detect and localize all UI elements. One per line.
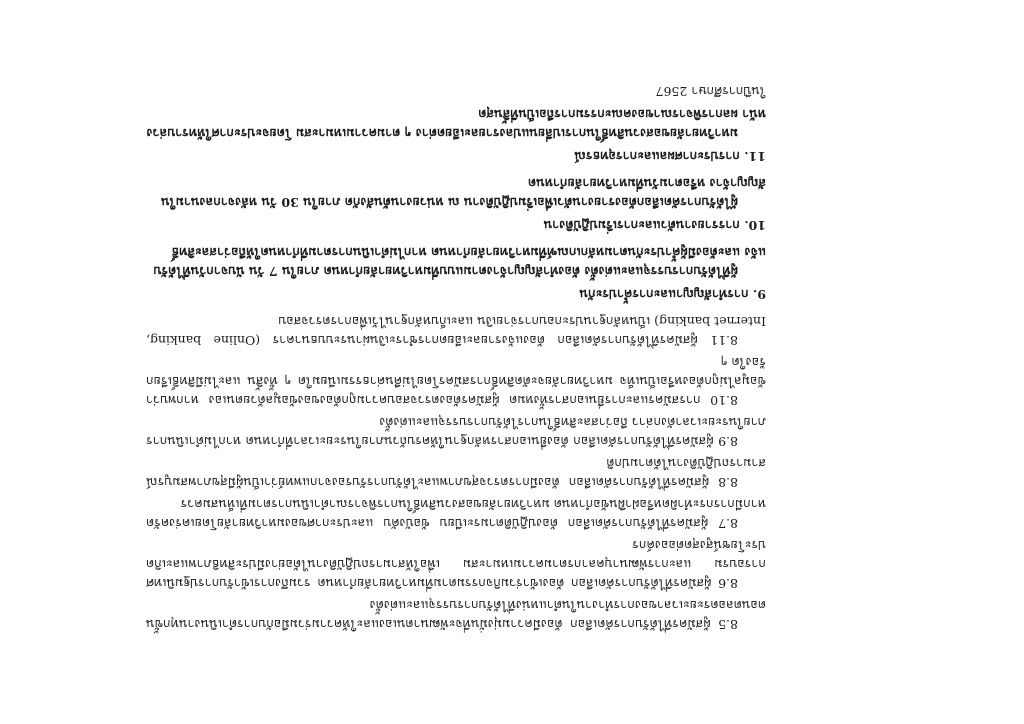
clause-8-8: 8.8 ผู้สมัครที่ได้รับการคัดเลือก ต้องมีการตรวจสุขภาพและได้รับการรับรองจากแพทย์ว่าเป็นผู้มีสุขภาพสมบูรณ์ สามารถปฏิบัติงานได้ตามปกติ	[146, 456, 766, 490]
section-9-body: ผู้ที่ได้รับการบรรจุและแต่งตั้ง ต้องทำสัญญาจ้างตามแบบที่มหาวิทยาลัยกำหนด ภายใน 7 วัน นับจากวันที่ได้รับแจ้ง และต้องมีผู้ค้ำประกันตามหลักเกณฑ์ที่มหาวิทยาลัยกำหนด หากไม่ดำเนินการตามที่กำหนดให้ถือว่าสละสิทธิ์	[153, 245, 766, 279]
section-11-title: 11. การประกาศผลและการอุทธรณ์	[574, 149, 766, 164]
clause-8-5: 8.5 ผู้สมัครที่ได้รับการคัดเลือก ต้องมีความมุ่งมั่นที่จะพัฒนาตนเองและให้ความร่วมมือกับการดำเนินงานทุกขั้นตอนตลอดระยะเวลาของการทำงานในตำแหน่งที่ได้รับการบรรจุและแต่งตั้ง	[146, 598, 766, 632]
clause-8-9: 8.9 ผู้สมัครที่ได้รับการคัดเลือก ต้องยื่นเอกสารหลักฐานให้ครบถ้วนภายในระยะเวลาที่กำหนด หากไม่ดำเนินการภายในระยะเวลาดังกล่าว ถือว่าสละสิทธิ์ในการได้รับการบรรจุและแต่งตั้ง	[146, 415, 766, 449]
section-11-body: มหาวิทยาลัยขอสงวนสิทธิ์ในการเปลี่ยนแปลงรายละเอียดต่าง ๆ ตามความเหมาะสม โดยจะประกาศให้ทราบล่วงหน้า ผลการพิจารณาของคณะกรรมการถือเป็นที่สิ้นสุด	[146, 107, 766, 141]
clause-8-11: 8.11 ผู้สมัครที่ได้รับการคัดเลือก ต้องแจ้งรายละเอียดการชำระเงินผ่านระบบธนาคาร (Online banking, Internet banking) เป็นหลักฐานประกอบการจ่ายเงิน และเก็บหลักฐานไว้เพื่อการตรวจสอบ	[146, 314, 766, 348]
clause-8-6: 8.6 ผู้สมัครที่ได้รับการคัดเลือก ต้องเข้าร่วมกิจกรรมตามที่มหาวิทยาลัยกำหนด รวมถึงการเข้ารับการปฐมนิเทศ การอบรม และการพัฒนาบุคลากรตามความเหมาะสม เพื่อให้สามารถปฏิบัติงานได้อย่างมีประสิทธิภาพและเกิดประโยชน์สูงสุดต่อองค์กร	[146, 538, 766, 591]
clause-8-10: 8.10 การสมัครและการยื่นเอกสารทั้งหมด ผู้สมัครต้องตรวจสอบความถูกต้องของข้อมูลด้วยตนเอง หากพบว่าข้อมูลไม่ถูกต้องหรือเป็นเท็จ มหาวิทยาลัยจะตัดสิทธิ์การสมัครโดยไม่คืนค่าธรรมเนียมใด ๆ ทั้งสิ้น และไม่มีสิทธิ์เรียกร้องใด ๆ	[146, 355, 766, 408]
section-9-title: 9. การทำสัญญาและการค้ำประกัน	[579, 287, 766, 302]
clause-8-7: 8.7 ผู้สมัครที่ได้รับการคัดเลือก ต้องปฏิบัติตามระเบียบ ข้อบังคับ และประกาศของมหาวิทยาลัยโดยเคร่งครัด หากมีการกระทำผิดหรือฝ่าฝืนข้อกำหนด มหาวิทยาลัยขอสงวนสิทธิ์ในการพิจารณาดำเนินการตามที่เห็นสมควร	[146, 497, 766, 531]
document-body	[146, 82, 766, 634]
academic-year-line: ในปีการศึกษา 2567	[655, 84, 766, 99]
section-10-body: ผู้ได้รับการคัดเลือกต้องรายงานตัวเพื่อเริ่มปฏิบัติงาน ณ หน่วยงานต้นสังกัด ภายใน 30 วัน หลังจากลงนามในสัญญาจ้าง หรือตามวันที่มหาวิทยาลัยกำหนด	[161, 176, 766, 210]
section-10-title: 10. การรายงานตัวและการเริ่มปฏิบัติงาน	[543, 218, 766, 233]
